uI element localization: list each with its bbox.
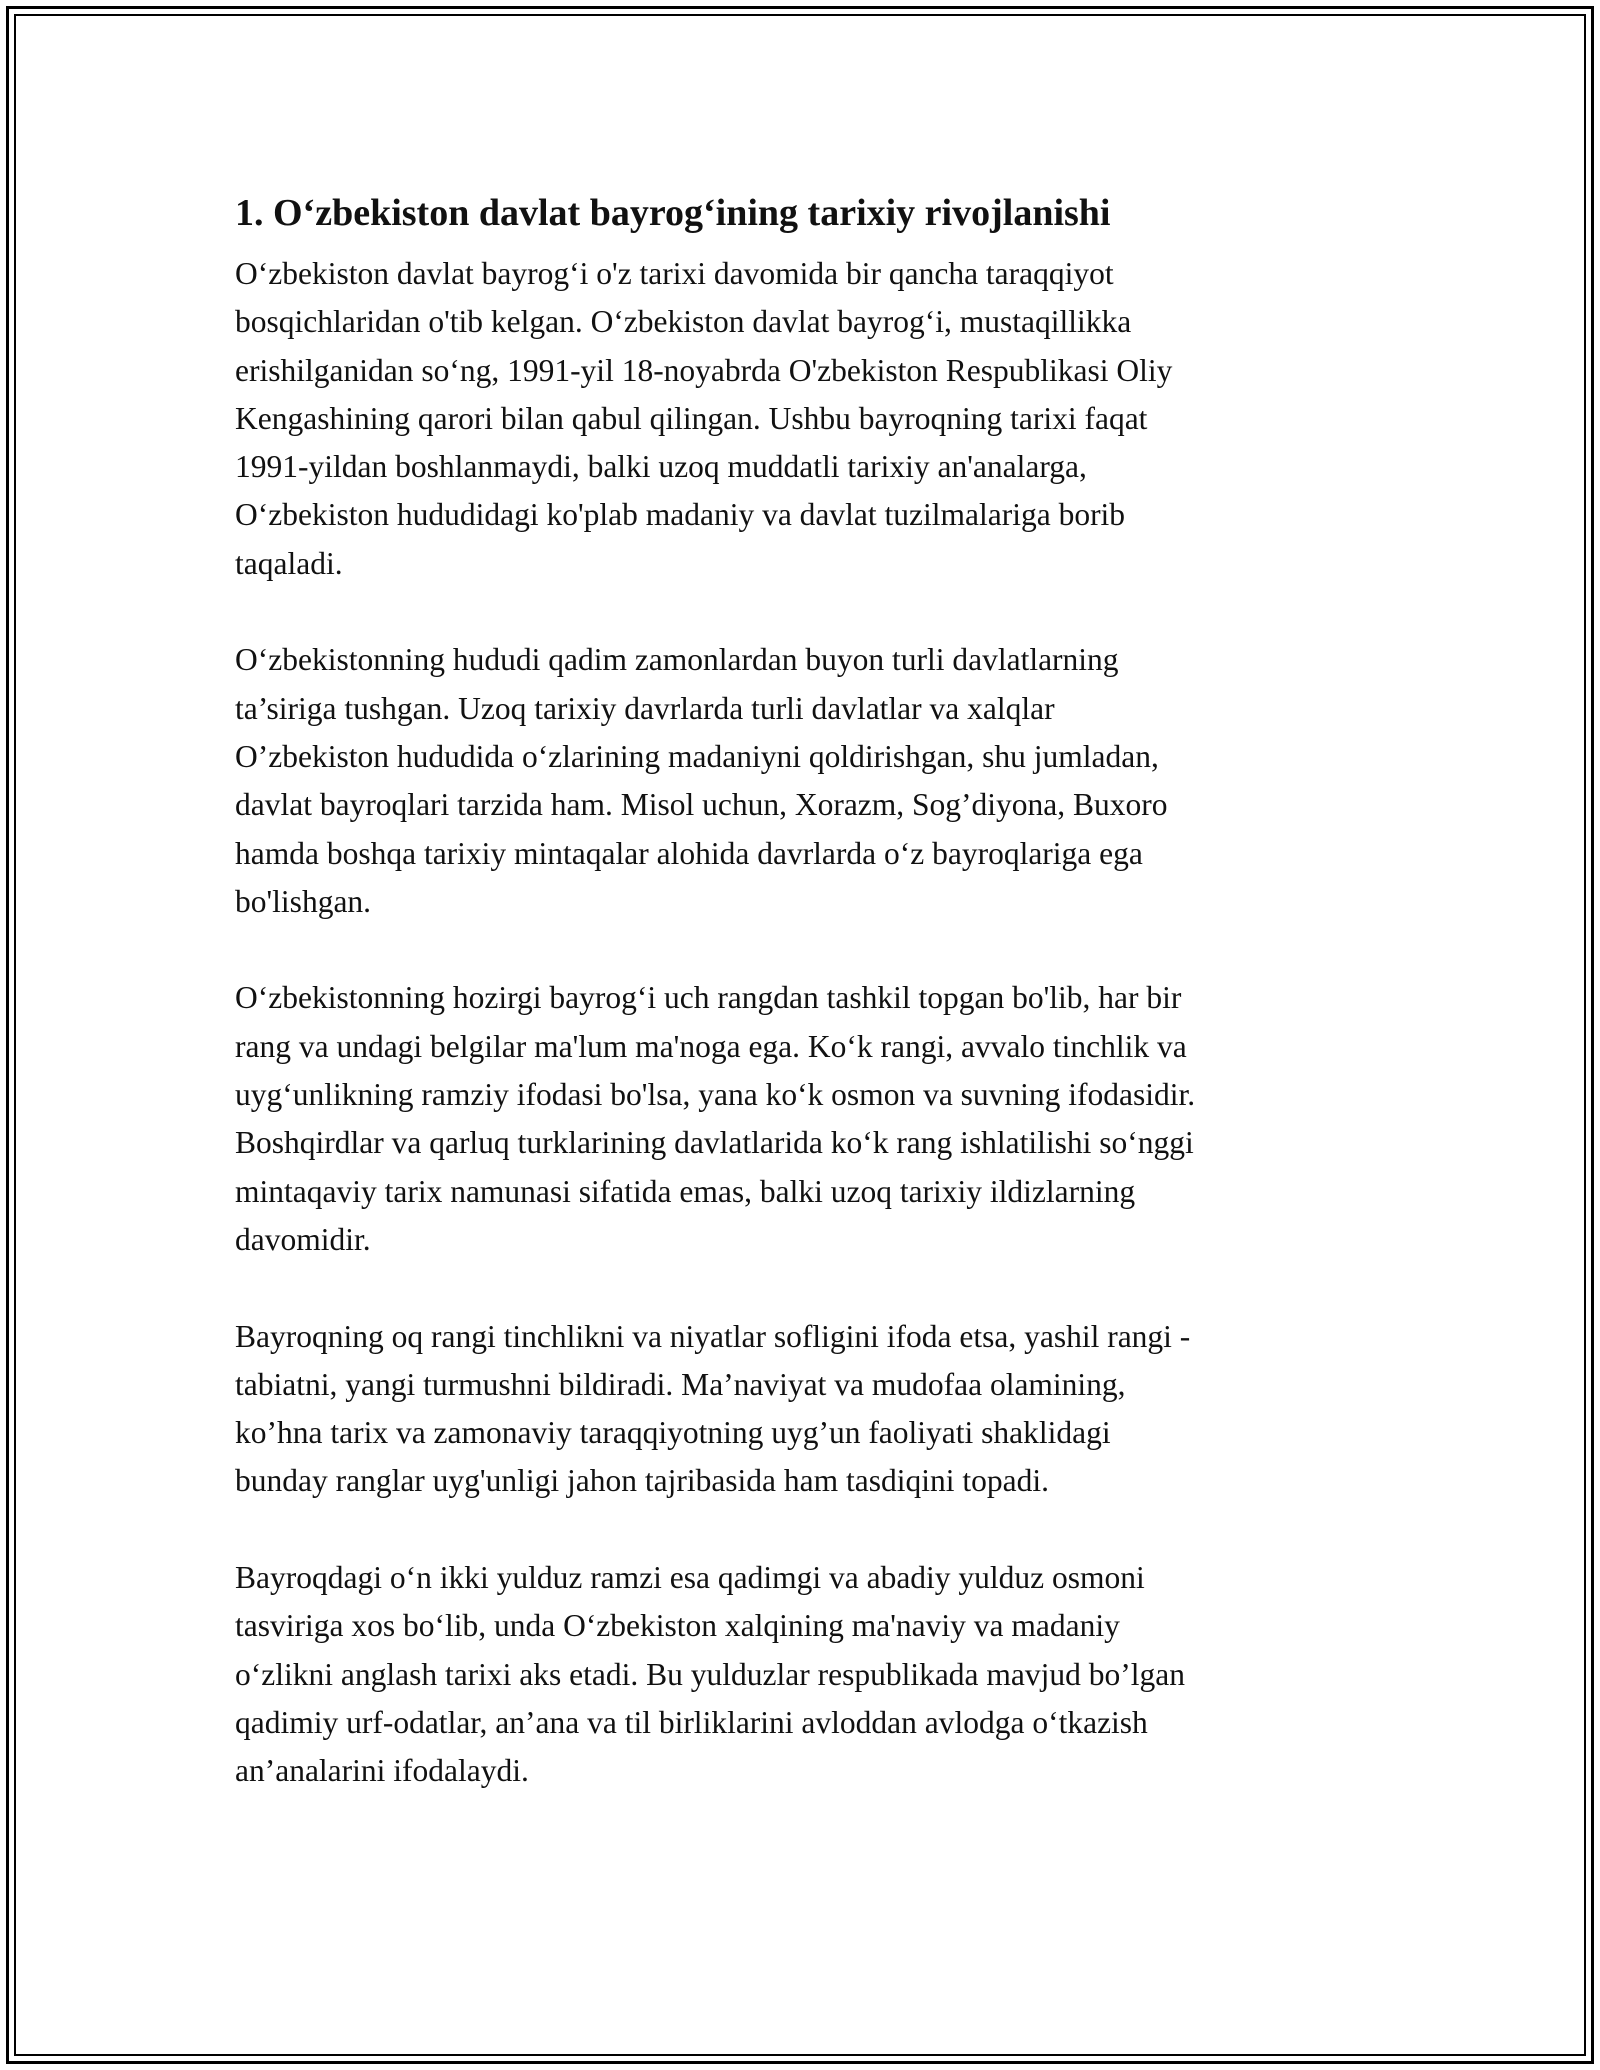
paragraph-line: Bayroqning oq rangi tinchlikni va niyatlar sofligini ifoda etsa, yashil rangi -	[235, 1318, 1191, 1354]
paragraph-line: bo'lishgan.	[235, 883, 372, 919]
paragraph-line: rang va undagi belgilar ma'lum ma'noga ega. Ko‘k rangi, avvalo tinchlik va	[235, 1028, 1187, 1064]
paragraph-line: O‘zbekiston hududidagi ko'plab madaniy va davlat tuzilmalariga borib	[235, 497, 1126, 533]
paragraph-line: ko’hna tarix va zamonaviy taraqqiyotning uyg’un faoliyati shaklidagi	[235, 1415, 1111, 1451]
paragraph-line: uyg‘unlikning ramziy ifodasi bo'lsa, yana ko‘k osmon va suvning ifodasidir.	[235, 1077, 1196, 1113]
paragraph-line: hamda boshqa tarixiy mintaqalar alohida davrlarda o‘z bayroqlariga ega	[235, 835, 1143, 871]
paragraph-line: bosqichlaridan o'tib kelgan. O‘zbekiston davlat bayrog‘i, mustaqillikka	[235, 304, 1132, 340]
paragraph-5	[235, 1554, 1375, 1795]
paragraph-3	[235, 974, 1375, 1264]
paragraph-line: Bayroqdagi o‘n ikki yulduz ramzi esa qadimgi va abadiy yulduz osmoni	[235, 1560, 1145, 1596]
paragraph-line: O‘zbekistonning hududi qadim zamonlardan buyon turli davlatlarning	[235, 642, 1119, 678]
paragraph-line: taqaladi.	[235, 545, 343, 581]
paragraph-line: davomidir.	[235, 1221, 371, 1257]
paragraph-line: davlat bayroqlari tarzida ham. Misol uchun, Xorazm, Sog’diyona, Buxoro	[235, 787, 1168, 823]
paragraph-2	[235, 636, 1375, 926]
paragraph-line: Boshqirdlar va qarluq turklarining davlatlarida ko‘k rang ishlatilishi so‘nggi	[235, 1125, 1194, 1161]
paragraph-line: tasviriga xos bo‘lib, unda O‘zbekiston xalqining ma'naviy va madaniy	[235, 1608, 1120, 1644]
paragraph-4	[235, 1313, 1375, 1506]
paragraph-line: tabiatni, yangi turmushni bildiradi. Ma’naviyat va mudofaa olamining,	[235, 1366, 1126, 1402]
paragraph-line: ta’siriga tushgan. Uzoq tarixiy davrlarda turli davlatlar va xalqlar	[235, 690, 1055, 726]
paragraph-line: qadimiy urf-odatlar, an’ana va til birliklarini avloddan avlodga o‘tkazish	[235, 1704, 1148, 1740]
paragraph-line: o‘zlikni anglash tarixi aks etadi. Bu yulduzlar respublikada mavjud bo’lgan	[235, 1656, 1185, 1692]
paragraph-line: O‘zbekiston davlat bayrog‘i o'z tarixi davomida bir qancha taraqqiyot	[235, 256, 1114, 291]
paragraph-line: Kengashining qarori bilan qabul qilingan. Ushbu bayroqning tarixi faqat	[235, 400, 1148, 436]
paragraph-line: erishilganidan so‘ng, 1991-yil 18-noyabrda O'zbekiston Respublikasi Oliy	[235, 352, 1173, 388]
paragraph-line: O‘zbekistonning hozirgi bayrog‘i uch rangdan tashkil topgan bo'lib, har bir	[235, 980, 1182, 1016]
paragraph-1	[235, 250, 1375, 588]
paragraph-line: O’zbekiston hududida o‘zlarining madaniyni qoldirishgan, shu jumladan,	[235, 738, 1159, 774]
paragraph-line: mintaqaviy tarix namunasi sifatida emas, balki uzoq tarixiy ildizlarning	[235, 1173, 1136, 1209]
paragraph-line: an’analarini ifodalaydi.	[235, 1753, 529, 1789]
document-body	[235, 182, 1375, 1844]
paragraph-line: bunday ranglar uyg'unligi jahon tajribasida ham tasdiqini topadi.	[235, 1463, 1050, 1499]
section-heading: 1. O‘zbekiston davlat bayrog‘ining tarixiy rivojlanishi	[235, 192, 1111, 234]
paragraph-line: 1991-yildan boshlanmaydi, balki uzoq muddatli tarixiy an'analarga,	[235, 449, 1087, 485]
